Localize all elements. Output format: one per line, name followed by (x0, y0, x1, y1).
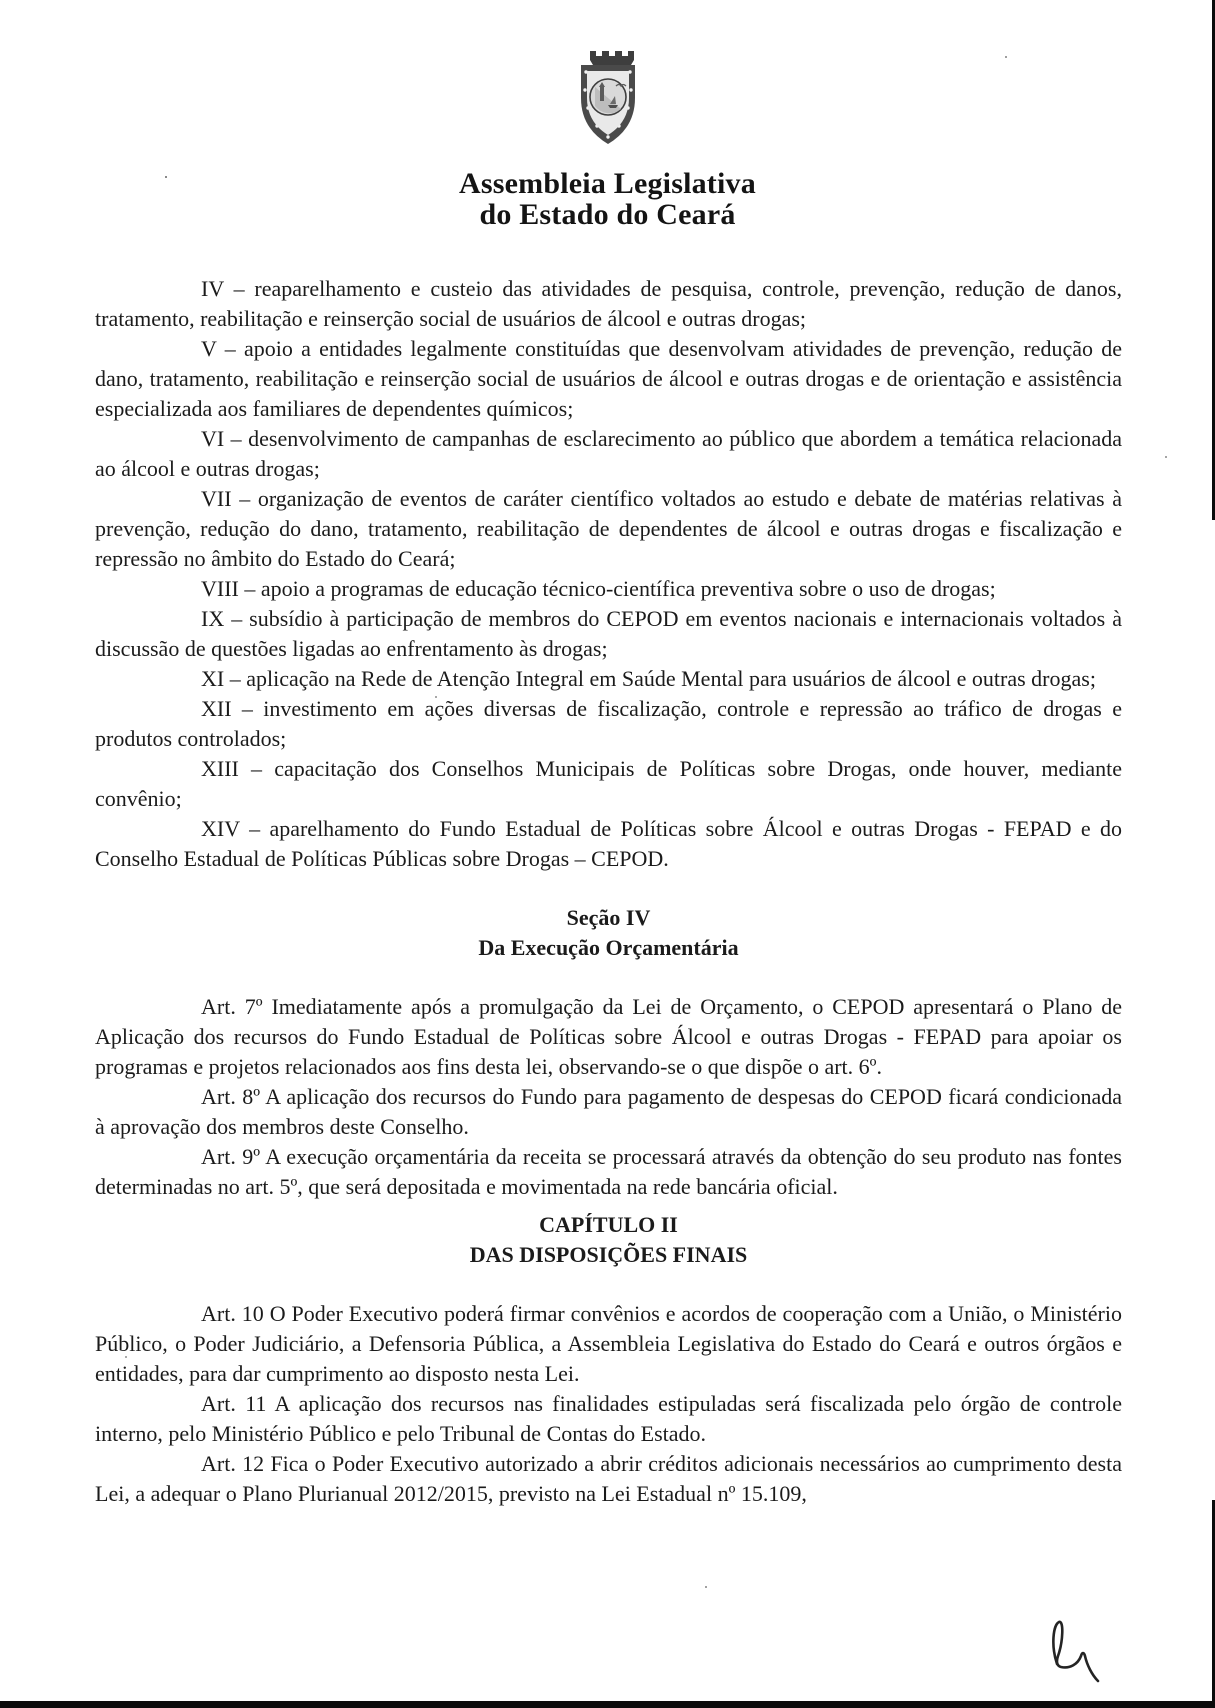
section-iv-subtitle: Da Execução Orçamentária (478, 935, 739, 960)
clause-ix: IX – subsídio à participação de membros do CEPOD em eventos nacionais e internacionais voltados à discussão de questões ligadas ao enfrentamento às drogas; (95, 606, 1122, 661)
article-12: Art. 12 Fica o Poder Executivo autorizado a abrir créditos adicionais necessários ao cumprimento desta Lei, a adequar o Plano Plurianual 2012/2015, previsto na Lei Estadual nº 15.109, (95, 1451, 1122, 1506)
clause-vi: VI – desenvolvimento de campanhas de esclarecimento ao público que abordem a temática relacionada ao álcool e outras drogas; (95, 426, 1122, 481)
clause-v: V – apoio a entidades legalmente constituídas que desenvolvam atividades de prevenção, redução de dano, tratamento, reabilitação e reinserção social de usuários de álcool e outras drogas e de orientação e assistência especializada aos familiares de dependentes químicos; (95, 336, 1122, 421)
section-iv-title: Seção IV (566, 905, 651, 930)
section-iv-heading (95, 903, 1122, 963)
law-text (95, 274, 1122, 1509)
ceara-coat-of-arms-icon (564, 46, 652, 160)
chapter-ii-subtitle: DAS DISPOSIÇÕES FINAIS (469, 1242, 748, 1267)
clause-iv: IV – reaparelhamento e custeio das atividades de pesquisa, controle, prevenção, redução de danos, tratamento, reabilitação e reinserção social de usuários de álcool e outras drogas; (95, 276, 1122, 331)
clause-xiv: XIV – aparelhamento do Fundo Estadual de Políticas sobre Álcool e outras Drogas - FEPAD e do Conselho Estadual de Políticas Públicas sobre Drogas – CEPOD. (95, 816, 1122, 871)
chapter-ii-heading (95, 1210, 1122, 1270)
article-8: Art. 8º A aplicação dos recursos do Fundo para pagamento de despesas do CEPOD ficará condicionada à aprovação dos membros deste Conselho. (95, 1084, 1122, 1139)
org-name-line1: Assembleia Legislativa (459, 167, 756, 200)
article-10: Art. 10 O Poder Executivo poderá firmar convênios e acordos de cooperação com a União, o Ministério Público, o Poder Judiciário, a Defensoria Pública, a Assembleia Legislativa do Estado do Ceará e outros órgãos e entidades, para dar cumprimento ao disposto nesta Lei. (95, 1301, 1122, 1386)
clause-xiii: XIII – capacitação dos Conselhos Municipais de Políticas sobre Drogas, onde houver, mediante convênio; (95, 756, 1122, 811)
clause-xi: XI – aplicação na Rede de Atenção Integral em Saúde Mental para usuários de álcool e outras drogas; (201, 666, 1096, 691)
clause-viii: VIII – apoio a programas de educação técnico-científica preventiva sobre o uso de drogas; (201, 576, 996, 601)
scan-edge-bottom (0, 1701, 1215, 1708)
article-7: Art. 7º Imediatamente após a promulgação da Lei de Orçamento, o CEPOD apresentará o Plano de Aplicação dos recursos do Fundo Estadual de Políticas sobre Álcool e outras Drogas - FEPAD para apoiar os programas e projetos relacionados aos fins desta lei, observando-se o que dispõe o art. 6º. (95, 994, 1122, 1079)
article-11: Art. 11 A aplicação dos recursos nas finalidades estipuladas será fiscalizada pelo órgão de controle interno, pelo Ministério Público e pelo Tribunal de Contas do Estado. (95, 1391, 1122, 1446)
org-name (0, 168, 1215, 230)
chapter-ii-title: CAPÍTULO II (539, 1212, 678, 1237)
article-9: Art. 9º A execução orçamentária da receita se processará através da obtenção do seu produto nas fontes determinadas no art. 5º, que será depositada e movimentada na rede bancária oficial. (95, 1144, 1122, 1199)
letterhead (0, 0, 1215, 230)
scan-noise (165, 176, 167, 178)
clause-vii: VII – organização de eventos de caráter científico voltados ao estudo e debate de matérias relativas à prevenção, redução do dano, tratamento, reabilitação de dependentes de álcool e outras drogas e fiscalização e repressão no âmbito do Estado do Ceará; (95, 486, 1122, 571)
clause-xii: XII – investimento em ações diversas de fiscalização, controle e repressão ao tráfico de drogas e produtos controlados; (95, 696, 1122, 751)
handwritten-initial-mark (1040, 1612, 1115, 1692)
org-name-line2: do Estado do Ceará (479, 198, 736, 231)
